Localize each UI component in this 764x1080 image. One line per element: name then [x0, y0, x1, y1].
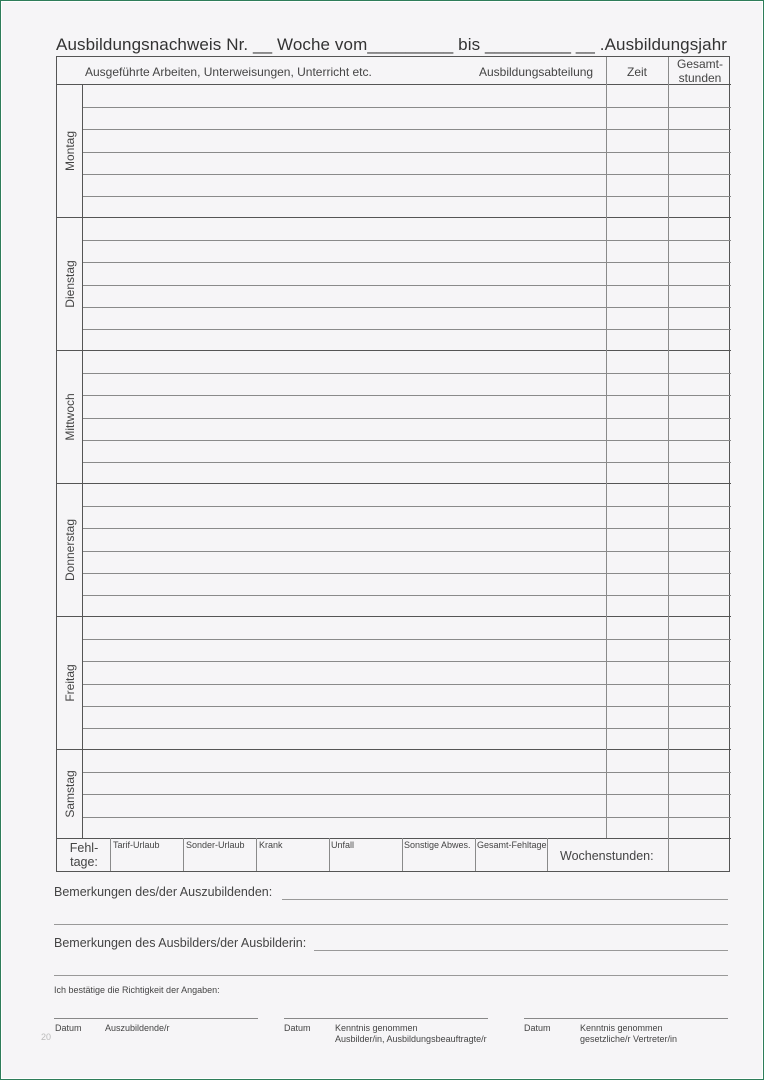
day-column-divider: [82, 85, 83, 838]
entry-row-line: [83, 440, 731, 441]
weekly-hours-divider: [668, 838, 669, 871]
trainee-remarks-line-2[interactable]: [54, 924, 728, 925]
confirmation-text: Ich bestätige die Richtigkeit der Angaben:: [54, 985, 220, 995]
absence-label-line2: tage:: [70, 855, 98, 869]
absence-krank-field[interactable]: Krank: [259, 840, 283, 850]
header-time-label: Zeit: [627, 65, 648, 79]
entry-row-line: [83, 329, 731, 330]
header-work-label: Ausgeführte Arbeiten, Unterweisungen, Unterricht etc.: [85, 65, 372, 79]
entry-row-line: [83, 573, 731, 574]
day-label-thursday: Donnerstag: [63, 518, 77, 582]
header-total-hours-line2: stunden: [678, 71, 722, 85]
signature-line-trainer[interactable]: [284, 1018, 488, 1019]
trainee-remarks-line-1[interactable]: [282, 899, 728, 900]
absence-cell-divider: [183, 838, 184, 871]
absence-divider: [57, 838, 731, 839]
absence-cell-divider: [475, 838, 476, 871]
absence-label: [57, 841, 111, 869]
day-label-saturday: Samstag: [63, 770, 77, 818]
absence-cell-divider: [256, 838, 257, 871]
entry-row-line: [83, 728, 731, 729]
signature-role-trainer-line1: Kenntnis genommen: [335, 1023, 418, 1033]
signature-role-trainee: Auszubildende/r: [105, 1023, 170, 1033]
entry-row-line: [83, 661, 731, 662]
absence-cell-divider: [329, 838, 330, 871]
entry-row-line: [83, 285, 731, 286]
absence-sonder-urlaub-field[interactable]: Sonder-Urlaub: [186, 840, 245, 850]
signature-role-trainer: [335, 1023, 487, 1045]
entry-row-line: [83, 528, 731, 529]
entry-row-line: [83, 174, 731, 175]
header-department-label: Ausbildungsabteilung: [479, 65, 594, 79]
entry-row-line: [83, 551, 731, 552]
absence-unfall-field[interactable]: Unfall: [331, 840, 355, 850]
signature-role-trainer-line2: Ausbilder/in, Ausbildungsbeauftragte/r: [335, 1034, 487, 1044]
absence-tarif-urlaub-field[interactable]: Tarif-Urlaub: [113, 840, 160, 850]
header-divider: [57, 84, 731, 85]
entry-row-line: [83, 107, 731, 108]
entry-row-line: [83, 196, 731, 197]
signature-role-guardian: [580, 1023, 677, 1045]
entry-row-line: [83, 639, 731, 640]
signature-line-guardian[interactable]: [524, 1018, 728, 1019]
signature-role-guardian-line2: gesetzliche/r Vertreter/in: [580, 1034, 678, 1044]
absence-cell-divider: [110, 838, 111, 871]
entry-row-line: [83, 373, 731, 374]
time-column-divider: [668, 57, 669, 838]
entry-row-line: [83, 307, 731, 308]
trainer-remarks-line-1[interactable]: [314, 950, 728, 951]
day-divider: [57, 483, 731, 484]
entry-row-line: [83, 506, 731, 507]
absence-cell-divider: [402, 838, 403, 871]
trainee-remarks-label: Bemerkungen des/der Auszubildenden:: [54, 885, 273, 899]
entry-row-line: [83, 706, 731, 707]
entry-row-line: [83, 462, 731, 463]
entry-row-line: [83, 418, 731, 419]
entry-row-line: [83, 395, 731, 396]
entry-row-line: [83, 240, 731, 241]
form-page: [2, 2, 762, 1078]
absence-label-line1: Fehl-: [69, 841, 99, 855]
entry-row-line: [83, 595, 731, 596]
signature-date-label: Datum: [55, 1023, 82, 1033]
signature-role-guardian-line1: Kenntnis genommen: [580, 1023, 663, 1033]
activity-table: [56, 56, 730, 872]
header-total-hours-line1: Gesamt-: [676, 57, 723, 71]
department-column-divider: [606, 57, 607, 838]
day-label-tuesday: Dienstag: [63, 260, 77, 308]
entry-row-line: [83, 684, 731, 685]
day-label-monday: Montag: [63, 130, 77, 172]
entry-row-line: [83, 129, 731, 130]
day-divider: [57, 616, 731, 617]
entry-row-line: [83, 817, 731, 818]
weekly-hours-label: Wochenstunden:: [560, 849, 654, 863]
day-divider: [57, 217, 731, 218]
absence-cell-divider: [547, 838, 548, 871]
form-title: Ausbildungsnachweis Nr. __ Woche vom_________ bis _________ __ .Ausbildungsjahr: [56, 35, 728, 54]
signature-date-label: Datum: [524, 1023, 551, 1033]
signature-line-trainee[interactable]: [54, 1018, 258, 1019]
entry-row-line: [83, 794, 731, 795]
day-divider: [57, 350, 731, 351]
day-label-wednesday: Mittwoch: [63, 393, 77, 441]
absence-sonstige-field[interactable]: Sonstige Abwes.: [404, 840, 471, 850]
entry-row-line: [83, 772, 731, 773]
page-number: 20: [41, 1032, 52, 1042]
absence-total-field[interactable]: Gesamt-Fehltage: [477, 840, 547, 850]
trainer-remarks-label: Bemerkungen des Ausbilders/der Ausbilderin:: [54, 936, 307, 950]
day-divider: [57, 749, 731, 750]
signature-date-label: Datum: [284, 1023, 311, 1033]
weekly-hours-field[interactable]: [669, 839, 729, 871]
day-label-friday: Freitag: [63, 664, 77, 702]
header-total-hours: [669, 57, 731, 85]
entry-row-line: [83, 262, 731, 263]
entry-row-line: [83, 152, 731, 153]
trainer-remarks-line-2[interactable]: [54, 975, 728, 976]
